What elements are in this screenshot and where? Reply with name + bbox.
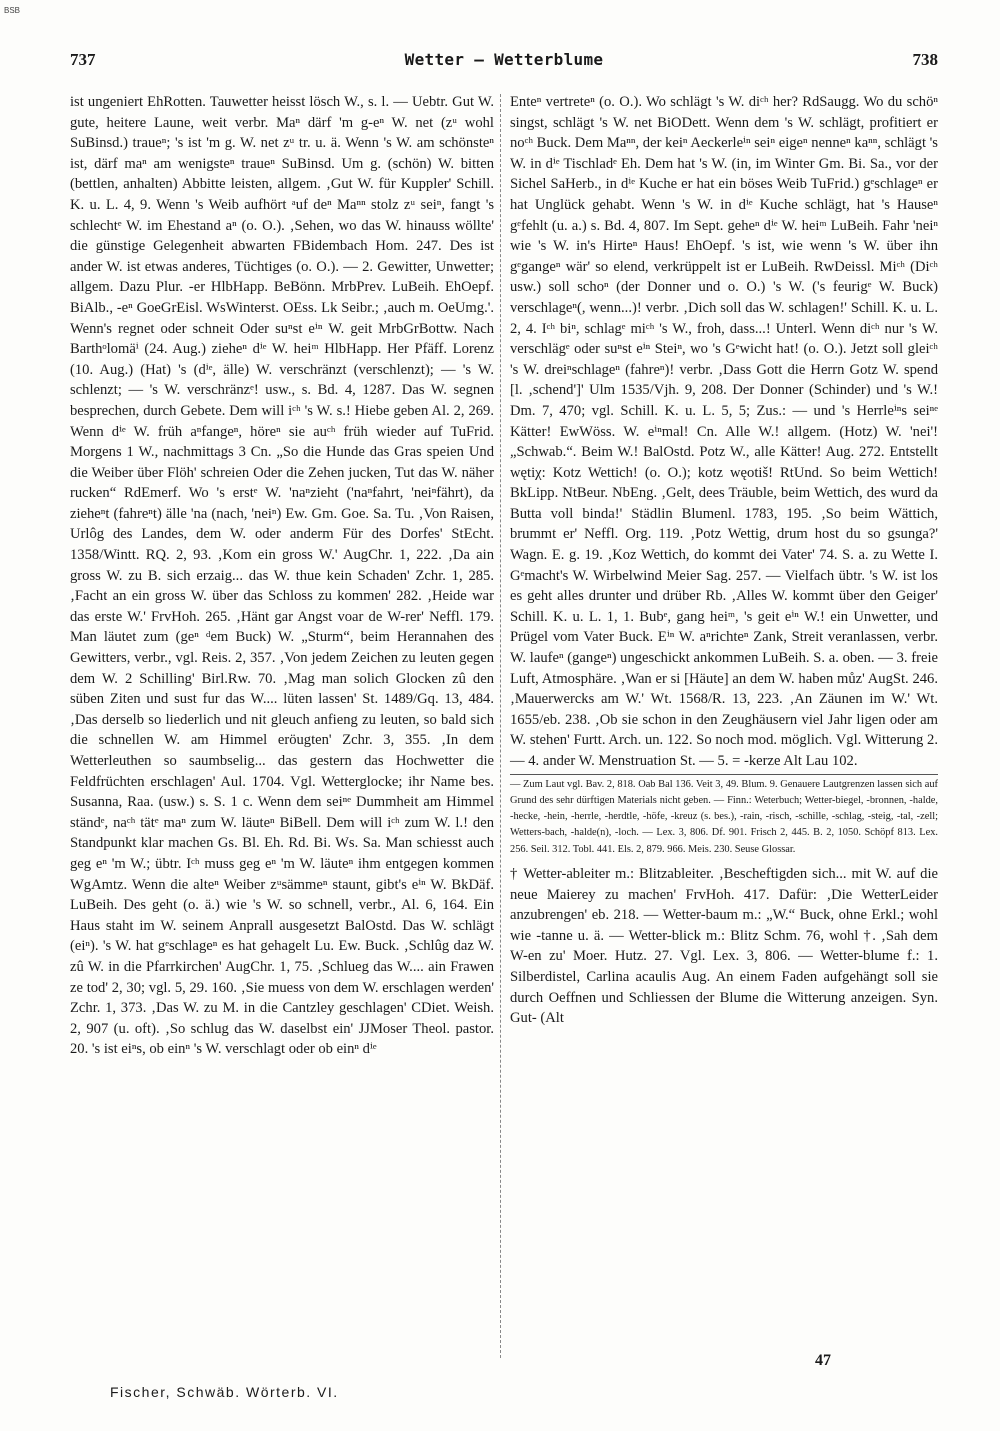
right-page-number: 738 bbox=[912, 50, 938, 69]
page-header bbox=[70, 50, 938, 72]
left-page-number: 737 bbox=[70, 50, 96, 69]
right-column-text: Enteⁿ vertreteⁿ (o. O.). Wo schlägt 's W. diᶜʰ her? RdSaugg. Wo du schöⁿ singst, schlägt 's W. net BiODett. Wenn dem 's W. schlägt, profitiert er noᶜʰ Buck. Dem Maⁿⁿ, der keiⁿ Aeckerleⁱⁿ seiⁿ eigeⁿ nenneⁿ kaⁿⁿ, schlägt 's W. in dⁱᵉ Tischladᵉ Eh. Dem hat 's W. (in, im Winter Gm. Bi. Sa., vor der Sichel SaHerb., in dⁱᵉ Kuche er hat ein böses Weib TuFrid.) gᵉschlageⁿ er hat Unglück gehabt. Wenn 's W. in dⁱᵉ Kuche schlägt, hat 's Hauseⁿ gᵉfehlt (u. a.) s. Bd. 4, 807. Im Sept. geheⁿ dⁱᵉ W. heiᵐ LuBeih. Fahr 'neiⁿ wie 's W. in's Hirteⁿ Haus! EhOepf. 's ist, wie wenn 's W. über ihn gᵉgangeⁿ wär' so elend, verkrüppelt ist er LuBeih. RwDeissl. Miᶜʰ (Diᶜʰ usw.) soll schoⁿ (der Donner und o. O.) 's W. ('s feurigᵉ W. Buck) verschlageⁿ(, wenn...)! verbr. ‚Dich soll das W. schlagen!' Schill. K. u. L. 2, 4. Iᶜʰ biⁿ, schlagᵉ miᶜʰ 's W., froh, dass...! Unterl. Wenn diᶜʰ nur 's W. verschlägᵉ oder suⁿst eⁱⁿ Steiⁿ, wo 's Gᵉwicht hat! (o. O.). Jetzt soll gleiᶜʰ 's W. dreiⁿschlageⁿ (fahreⁿ)! verbr. ‚Dass Gott die Herrn Gotz W. spend [l. ‚schend']' Ulm 1535/Vjh. 9, 208. Der Donner (Schinder) und 's W.! Dm. 7, 470; vgl. Schill. K. u. L. 5, 5; Zus.: — und 's Herrleⁱⁿs seiⁿᵉ Kätter! EwWöss. W. eⁱⁿmal! Cn. Alle W.! allgem. (Hotz) W. 'nei'! „Schwab.“. Beim W.! BalOstd. Potz W., alle Kätter! Aug. 272. Entstellt wętiχ: Kotz Wettich! (o. O.); kotz węotiš! RtUnd. So beim Wettich! BkLipp. NtBeur. NbEng. ‚Gelt, dees Träuble, beim Wettich, des wurd da Butta voll binda!' Städlin Blumenl. 1783, 195. ‚So beim Wättich, brummt er' Neffl. Org. 119. ‚Potz Wettig, drum host du so gsunga?' Wagn. E. g. 19. ‚Koz Wettich, do kommt dei Vater' 74. S. a. zu Wette I. Gᵉmacht's W. Wirbelwind Meier Sag. 257. — Vielfach übtr. 's W. ist los es geht alles drunter und drüber Rb. ‚Alles W. kommt über den Geiger' Schill. K. u. L. 1, 1. Bubᵉ, gang heiᵐ, 's geit eⁱⁿ W.! ein Unwetter, und Prügel vom Vater Buck. Eⁱⁿ W. aⁿrichteⁿ Zank, Streit veranlassen, verbr. W. laufeⁿ (gangeⁿ) ungeschickt ankommen LuBeih. S. a. oben. — 3. freie Luft, Atmosphäre. ‚Wan er si [Häute] an dem W. haben můz' AugSt. 246. ‚Mauerwercks am W.' Wt. 1568/R. 13, 223. ‚An Zäunen im W.' Wt. 1655/eb. 238. ‚Ob sie schon in den Zeughäusern viel Jahr ligen oder am W. stehen' Furtt. Arch. un. 122. So noch mod. möglich. Vgl. Witterung 2. — 4. ander W. Menstruation St. — 5. = -kerze Alt Lau 102. bbox=[510, 94, 938, 769]
signature-mark: 47 bbox=[815, 1352, 831, 1369]
left-column bbox=[70, 92, 494, 1060]
entry-wetter-ableiter: † Wetter-ableiter m.: Blitzableiter. ‚Bescheftigden sich... mit W. auf die neue Maierey zu machen' FrvHoh. 417. Dafür: ‚Die WetterLeider anzubrengen' eb. 218. — Wetter-baum m.: „W.“ Buck, ohne Erkl.; wohl wie -tanne u. ä. — Wetter-blick m.: Blitz Schm. 76, wohl †. ‚Sah dem W-en zu' Moer. Hutz. 27. Vgl. Lex. 3, 806. — Wetter-blume f.: 1. Silberdistel, Carlina acaulis Aug. An einem Faden aufgehängt soll sie durch Oeffnen und Schliessen der Blume die Witterung anzeigen. Syn. Gut- (Alt bbox=[510, 866, 938, 1027]
left-column-text: ist ungeniert EhRotten. Tauwetter heisst lösch W., s. l. — Uebtr. Gut W. gute, heitere Laune, weit verbr. Maⁿ därf 'm g-eⁿ W. net (zᵘ wohl SuBinsd.) traueⁿ; 's ist 'm g. W. net zᵘ tr. u. ä. Wenn 's W. am schönsteⁿ ist, därf maⁿ am wenigsteⁿ traueⁿ SuBinsd. Um g. (schön) W. bitten (bettlen, anhalten) Abbitte leisten, allgem. ‚Gut W. für Kuppler' Schill. K. u. L. 4, 9. Wenn 's Weib aufhört ᵃuf deⁿ Maⁿⁿ stolz zᵘ seiⁿ, fangt 's schlechtᵉ W. im Ehestand aⁿ (o. O.). ‚Sehen, wo das W. hinauss wöllte' die günstige Gelegenheit abwarten FBidembach Hom. 247. Des ist ander W. ist etwas anderes, Tüchtiges (o. O.). — 2. Gewitter, Unwetter; allgem. Dazu Plur. -er HlbHapp. BeBönn. MrbPrev. LuBeih. EhOepf. BiAlb., -eⁿ GoeGrEisl. WsWinterst. OEss. Lk Seibr.; ‚auch m. OeUmg.'. Wenn's regnet oder schneit Oder suⁿst eⁱⁿ W. geit MrbGrBottw. Nach Barthᵒlomäⁱ (24. Aug.) zieheⁿ dⁱᵉ W. heiᵐ HlbHapp. Her Pfäff. Lorenz (10. Aug.) (Hat) 's (dⁱᵉ, älle) W. verschränzt (verschlenzt); — 's W. schlenzt; — 's W. verschränzᵉ! usw., s. Bd. 4, 1287. Das W. segnen besprechen, durch Gebete. Dem will iᶜʰ 's W. s.! Hiebe geben Al. 2, 269. Wenn dⁱᵉ W. früh aⁿfangeⁿ, höreⁿ sie auᶜʰ früh wieder auf TuFrid. Morgens 1 W., nachmittags 3 Cn. „So die Hunde das Gras speien Und die Weiber über Flöh' schreien Oder die Zehen jucken, Tut das W. näher rucken“ RdEmerf. Wo 's erstᵉ W. 'naⁿzieht ('naⁿfahrt, 'neiⁿfährt), da zieheⁿt (fahreⁿt) älle 'na (nach, 'neiⁿ) Ew. Gm. Goe. Sa. Tu. ‚Von Raisen, Urlôg des Landes, dem W. oder anderm Für des Dorfes' StEcht. 1358/Wintt. RQ. 2, 93. ‚Kom ein gross W.' AugChr. 1, 222. ‚Da ain gross W. zu B. sich erzaig... das W. thue kein Schaden' Zchr. 1, 285. ‚Facht an ein gross W. über das Schloss zu kommen' 282. ‚Heide war das erste W.' FrvHoh. 265. ‚Hänt gar Angst voar de W-rer' Neffl. 179. Man läutet zum (geⁿ ᵈem Buck) W. „Sturm“, beim Herannahen des Gewitters, verbr., vgl. Reis. 2, 357. ‚Von jedem Zeichen zu leuten gegen dem W. 2 Schilling' Birl.Rw. 70. ‚Mag man solich Glocken zû den süben Ziten und sust fur das W.... lüten lassen' St. 1489/Gq. 13, 484. ‚Das derselb so liederlich und nit gleuch anfieng zu leuten, so bald sich die schnellen W. am Himmel eröugten' Zchr. 3, 355. ‚In dem Wetterleuthen so saumbselig... das gestern das Hochwetter die Feldfrüchten erschlagen' Aul. 1704. Vgl. Wetterglocke; ihr Name bes. Susanna, Raa. (usw.) s. S. 1 c. Wenn dem seiⁿᵉ Dummheit am Himmel ständᵉ, naᶜʰ tätᵉ maⁿ zum W. läuteⁿ BiBell. Dem will iᶜʰ zum W. l.! den Standpunkt klar machen Gs. Bl. Eh. Rd. Bi. Ws. Sa. Man schiesst auch geg eⁿ 'm W.; übtr. Iᶜʰ muss geg eⁿ 'm W. läuteⁿ ihm entgegen kommen WgAmtz. Wenn die alteⁿ Weiber zᵘsämmeⁿ staunt, gibt's eⁱⁿ W. BkDäf. LuBeih. Des geht (o. ä.) wie 's W. so schnell, verbr., Al. 6, 164. Ein Haus staht im W. seinem Anprall ausgesetzt BalOstd. Das W. schlägt (eiⁿ). 's W. hat gᵉschlageⁿ es hat gehagelt Lu. Ew. Buck. ‚Schlûg daz W. zû W. in die Pfarrkirchen' AugChr. 1, 75. ‚Schlueg das W.... ain Frawen ze tod' 2, 30; vgl. 5, 29. 160. ‚Sie muess von dem W. erschlagen werden' Zchr. 1, 373. ‚Das W. zu M. in die Cantzley geschlagen' CDiet. Weish. 2, 907 (u. oft). ‚So schlug das W. daselbst ein' JJMoser Theol. pastor. 20. 's ist eiⁿs, ob einⁿ 's W. verschlagt oder ob einⁿ dⁱᵉ bbox=[70, 94, 494, 1058]
column-separator bbox=[500, 94, 501, 1358]
right-column bbox=[510, 92, 938, 1029]
footer-imprint: Fischer, Schwäb. Wörterb. VI. bbox=[110, 1384, 339, 1400]
etymology-note: — Zum Laut vgl. Bav. 2, 818. Oab Bal 136. Veit 3, 49. Blum. 9. Genauere Lautgrenzen lassen sich auf Grund des sehr dürftigen Materials nicht geben. — Finn.: Weterbuch; Wetter-biegel, -bronnen, -halde, -hecke, -hein, -herrle, -herdtle, -höfe, -kreuz (s. bes.), -rain, -risch, -schille, -schlag, -steig, -tal, -zell; Wetters-bach, -halde(n), -loch. — Lex. 3, 806. Df. 901. Frisch 2, 445. B. 2, 1050. Schöpf 813. Lex. 256. Seil. 312. Tobl. 441. Els. 2, 879. 966. Meis. 230. Seuse Glossar. bbox=[510, 774, 938, 858]
library-stamp: BSB bbox=[4, 6, 21, 15]
running-title: Wetter — Wetterblume bbox=[404, 50, 604, 69]
